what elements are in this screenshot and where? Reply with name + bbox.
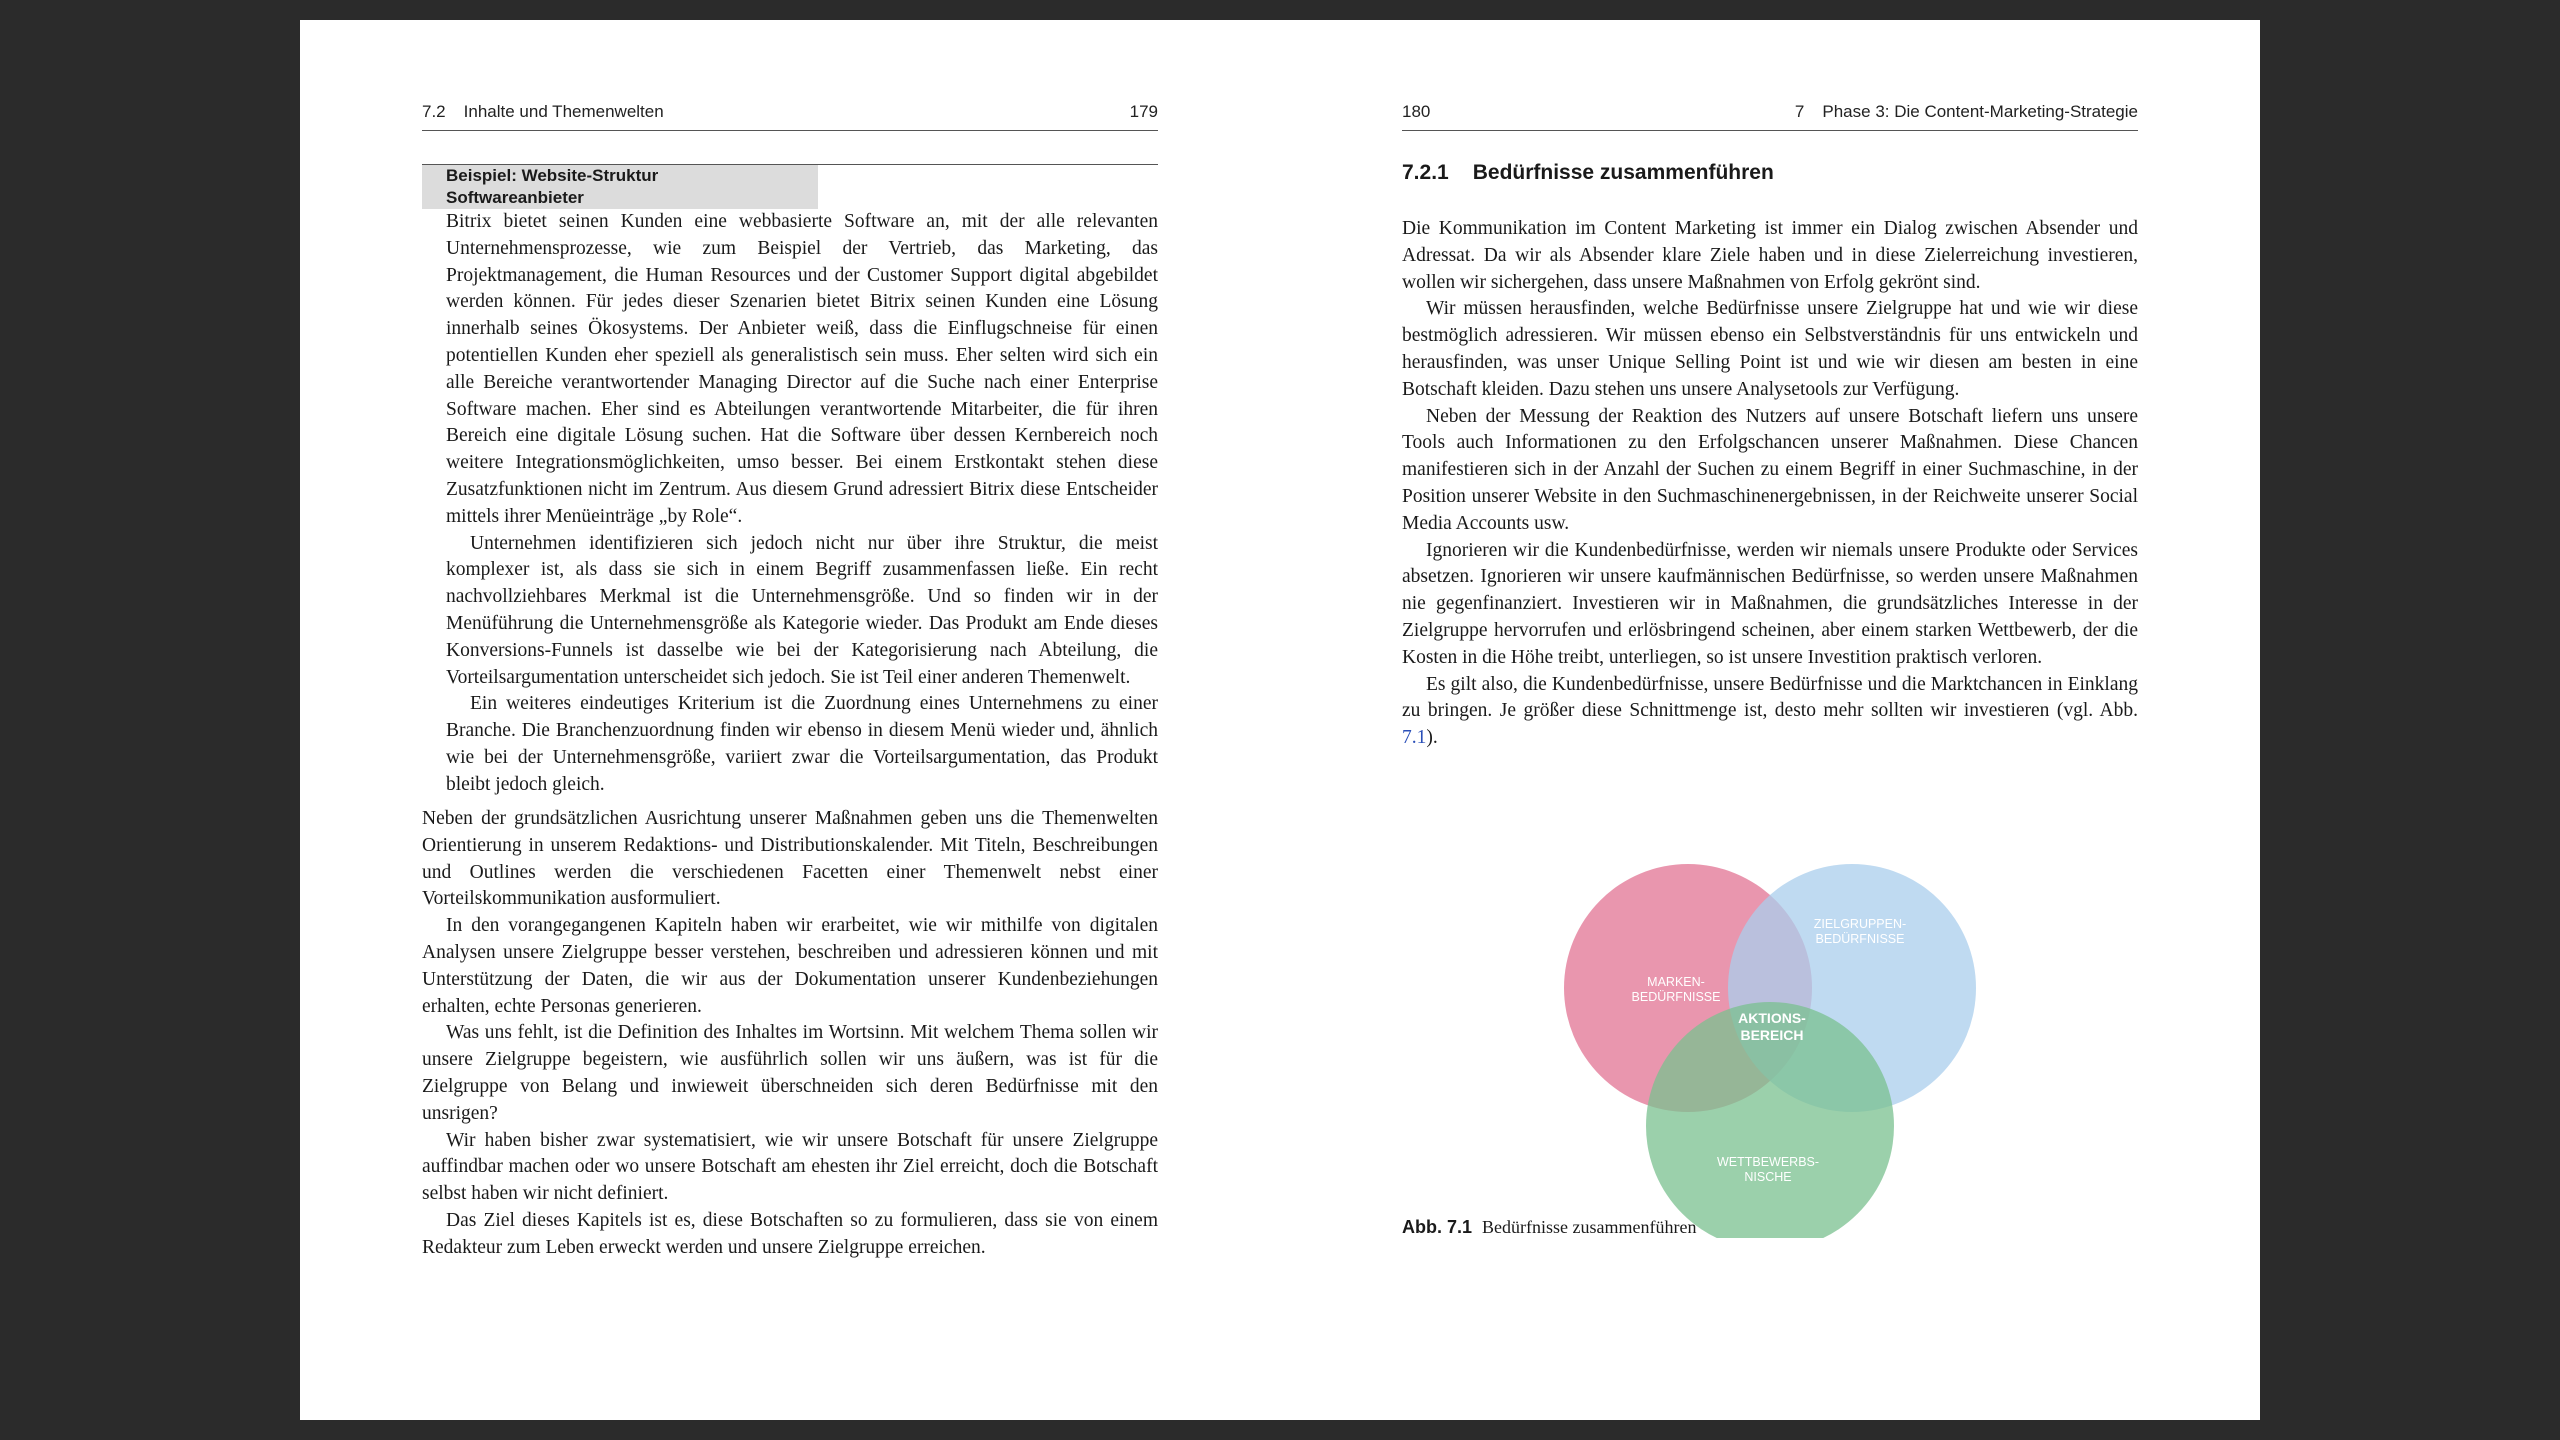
- book-spread: [300, 20, 2260, 1420]
- venn-label-audience-2: BEDÜRFNISSE: [1815, 932, 1905, 946]
- page-number-right: 180: [1402, 102, 1431, 121]
- header-rule: [422, 130, 1158, 131]
- body-paragraph: Neben der grundsätzlichen Ausrichtung unserer Maßnahmen geben uns die Themenwelten Orientierung in unserem Redaktions- und Distributionskalender. Mit Titeln, Beschreibungen und Outlines werden die verschiedenen Facetten einer Themenwelt nebst einer Vorteilskommunikation ausformuliert.: [422, 808, 1158, 910]
- venn-label-brand-2: BEDÜRFNISSE: [1631, 990, 1721, 1004]
- example-body: [422, 209, 1158, 799]
- page-number-left: 179: [1129, 102, 1158, 121]
- body-paragraph: Was uns fehlt, ist die Definition des Inhaltes im Wortsinn. Mit welchem Thema sollen wir unsere Zielgruppe begeistern, wie ausführlich sollen wir uns äußern, was ist für die Zielgruppe von Belang und inwieweit überschneiden sich deren Bedürfnisse mit den unsrigen?: [422, 1022, 1158, 1124]
- figure-caption: [1402, 1216, 1696, 1238]
- caption-text: Bedürfnisse zusammenführen: [1482, 1217, 1697, 1237]
- venn-label-audience-1: ZIELGRUPPEN-: [1813, 917, 1907, 931]
- example-paragraph: Bitrix bietet seinen Kunden eine webbasierte Software an, mit der alle relevanten Unternehmensprozesse, wie zum Beispiel der Vertrieb, das Marketing, das Projektmanagement, die Human Resources und der Customer Support digital abgebildet werden können. Für jedes dieser Szenarien bietet Bitrix seinen Kunden eine Lösung innerhalb seines Ökosystems. Der Anbieter weiß, dass die Einflugschneise für einen potentiellen Kunden eher speziell als generalistisch sein muss. Eher selten wird sich ein alle Bereiche verantwortender Managing Director auf die Suche nach einer Enterprise Software machen. Eher sind es Abteilungen verantwortende Mitarbeiter, die für ihren Bereich eine digitale Lösung suchen. Hat die Software über dessen Kernbereich noch weitere Integrationsmöglichkeiten, umso besser. Bei einem Erstkontakt stehen diese Zusatzfunktionen nicht im Zentrum. Aus diesem Grund adressiert Bitrix diese Entscheider mittels ihrer Menüeinträge „by Role“.: [446, 211, 1158, 527]
- section-heading-number: 7.2.1: [1402, 161, 1449, 184]
- venn-center-label-2: BEREICH: [1740, 1027, 1804, 1043]
- left-body-text: [422, 806, 1158, 1262]
- venn-center-label-1: AKTIONS-: [1738, 1010, 1806, 1026]
- right-body-text: [1402, 216, 2138, 752]
- body-paragraph: Das Ziel dieses Kapitels ist es, diese Botschaften so zu formulieren, dass sie von einem Redakteur zum Leben erweckt werden und unsere Zielgruppe erreichen.: [422, 1209, 1158, 1258]
- right-running-head: [1402, 102, 2138, 122]
- section-heading-title: Bedürfnisse zusammenführen: [1472, 161, 1774, 184]
- chapter-number: 7: [1794, 102, 1805, 121]
- example-box: [422, 164, 1158, 799]
- chapter-title: Phase 3: Die Content-Marketing-Strategie: [1822, 102, 2138, 121]
- figure-reference-link[interactable]: 7.1: [1402, 727, 1427, 749]
- left-running-head: [422, 102, 1158, 122]
- body-paragraph: Neben der Messung der Reaktion des Nutzers auf unsere Botschaft liefern uns unsere Tools auch Informationen zu den Erfolgschancen unserer Maßnahmen. Diese Chancen manifestieren sich in der Anzahl der Suchen zu einem Begriff in einer Suchmaschine, in der Position unserer Website in den Suchmaschinenergebnissen, in der Reichweite unserer Social Media Accounts usw.: [1402, 405, 2138, 534]
- body-paragraph: Wir müssen herausfinden, welche Bedürfnisse unsere Zielgruppe hat und wie wir diese bestmöglich adressieren. Wir müssen ebenso ein Selbstverständnis für uns entwickeln und herausfinden, was unser Unique Selling Point ist und wie wir diesen am besten in eine Botschaft kleiden. Dazu stehen uns unsere Analysetools zur Verfügung.: [1402, 298, 2138, 400]
- section-number: 7.2: [422, 102, 446, 121]
- body-paragraph-with-link: [1402, 672, 2138, 752]
- section-title: Inhalte und Themenwelten: [463, 102, 664, 121]
- header-rule: [1402, 130, 2138, 131]
- body-paragraph: Die Kommunikation im Content Marketing ist immer ein Dialog zwischen Absender und Adressat. Da wir als Absender klare Ziele haben und in diese Zielerreichung investieren, wollen wir sichergehen, dass unsere Maßnahmen von Erfolg gekrönt sind.: [1402, 218, 2138, 293]
- paragraph-end: ).: [1426, 727, 1438, 749]
- example-paragraph: Ein weiteres eindeutiges Kriterium ist die Zuordnung eines Unternehmens zu einer Branche. Die Branchenzuordnung finden wir ebenso in diesem Menü wieder und, ähnlich wie bei der Unternehmensgröße, variiert zwar die Vorteilsargumentation, das Produkt bleibt jedoch gleich.: [446, 693, 1158, 795]
- paragraph-text: Es gilt also, die Kundenbedürfnisse, unsere Bedürfnisse und die Marktchancen in Einklang zu bringen. Je größer diese Schnittmenge ist, desto mehr sollten wir investieren (vgl. Abb.: [1402, 673, 2138, 722]
- example-title: Beispiel: Website-Struktur Softwareanbieter: [422, 165, 818, 209]
- section-heading: [1402, 160, 1774, 186]
- body-paragraph: In den vorangegangenen Kapiteln haben wir erarbeitet, wie wir mithilfe von digitalen Analysen unsere Zielgruppe besser verstehen, beschreiben und adressieren können und mit Unterstützung der Daten, die wir aus der Dokumentation unserer Kundenbeziehungen erhalten, echte Personas generieren.: [422, 915, 1158, 1017]
- venn-label-competition-2: NISCHE: [1744, 1170, 1792, 1184]
- venn-label-competition-1: WETTBEWERBS-: [1716, 1155, 1820, 1169]
- caption-label: Abb. 7.1: [1402, 1217, 1473, 1237]
- example-paragraph: Unternehmen identifizieren sich jedoch nicht nur über ihre Struktur, die meist komplexer ist, als dass sie sich in einem Begriff zusammenfassen ließe. Ein recht nachvollziehbares Merkmal ist die Unternehmensgröße. Und so finden wir in der Menüführung die Unternehmensgröße als Kategorie wieder. Das Produkt am Ende dieses Konversions-Funnels ist dasselbe wie bei der Kategorisierung nach Abteilung, die Vorteilsargumentation unterscheidet sich jedoch. Sie ist Teil einer anderen Themenwelt.: [446, 532, 1158, 688]
- body-paragraph: Ignorieren wir die Kundenbedürfnisse, werden wir niemals unsere Produkte oder Services absetzen. Ignorieren wir unsere kaufmännischen Bedürfnisse, so werden unsere Maßnahmen nie gegenfinanziert. Investieren wir in Maßnahmen, die grundsätzliches Interesse in der Zielgruppe hervorrufen und erlösbringend scheinen, aber einem starken Wettbewerb, der die Kosten in die Höhe treibt, unterliegen, so ist unsere Investition praktisch verloren.: [1402, 539, 2138, 668]
- venn-label-brand-1: MARKEN-: [1647, 975, 1705, 989]
- body-paragraph: Wir haben bisher zwar systematisiert, wie wir unsere Botschaft für unsere Zielgruppe auffindbar machen oder wo unsere Botschaft am ehesten ihr Ziel erreicht, doch die Botschaft selbst haben wir nicht definiert.: [422, 1129, 1158, 1205]
- venn-diagram: [1562, 838, 1982, 1238]
